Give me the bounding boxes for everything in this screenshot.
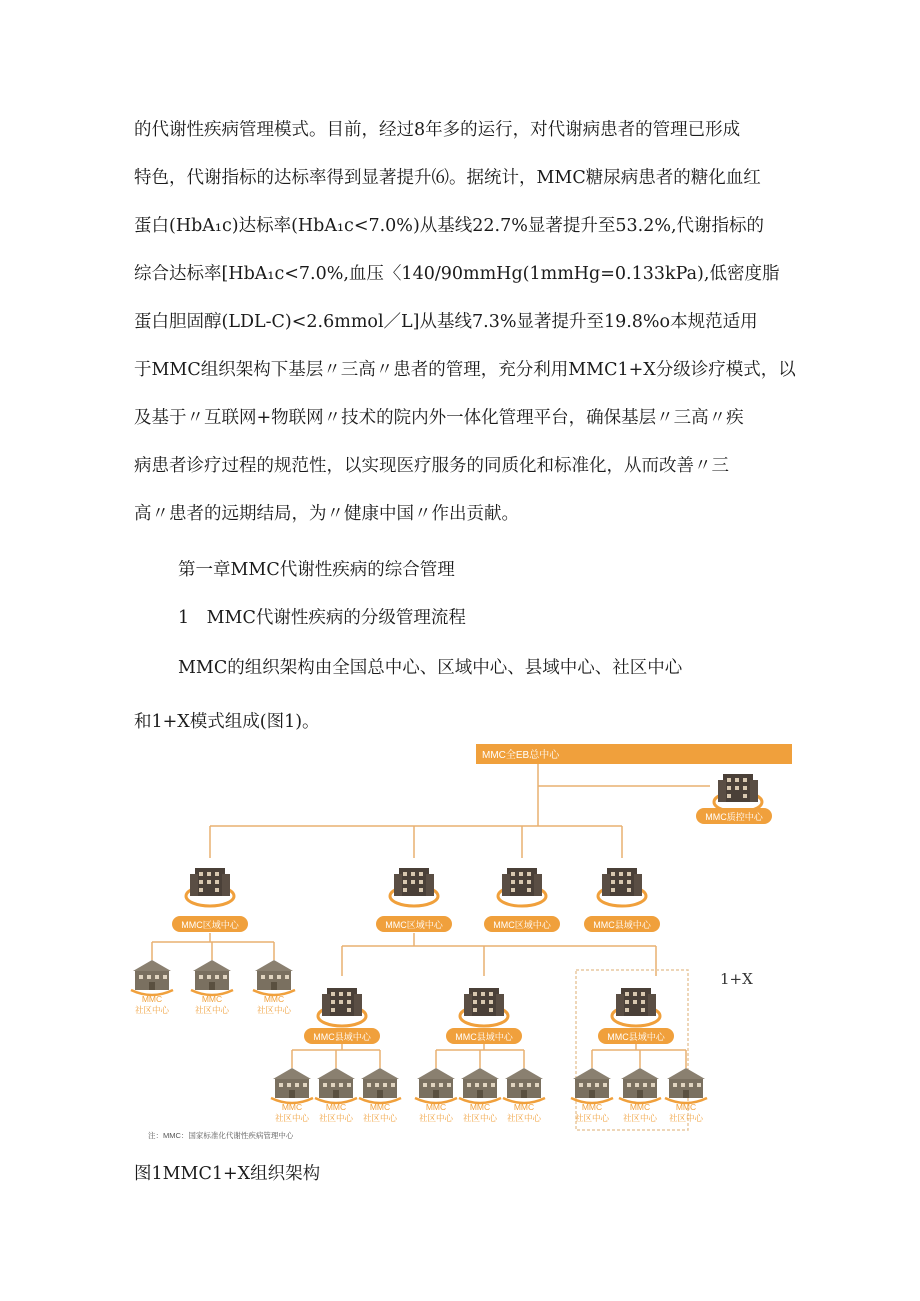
community-icon — [415, 1068, 457, 1103]
community-label: 社区中心 — [256, 1005, 292, 1015]
community-icon — [315, 1068, 357, 1103]
section-title: 1 MMC代谢性疾病的分级管理流程 — [178, 608, 466, 628]
mid-region-building-icon — [390, 868, 438, 906]
body-line: 综合达标率[HbA₁c<7.0%,血压〈140/90mmHg(1mmHg=0.133kPa),低密度脂 — [134, 264, 780, 284]
region3-label: MMC区域中心 — [493, 920, 551, 930]
community-icon — [131, 960, 173, 995]
community-label: MMC — [513, 1102, 535, 1112]
community-label: MMC — [581, 1102, 603, 1112]
top-center-label: MMC全EB总中心 — [482, 750, 560, 761]
intro-line-1: MMC的组织架构由全国总中心、区域中心、县域中心、社区中心 — [178, 658, 683, 678]
community-label: 社区中心 — [668, 1113, 704, 1123]
county-c-building-icon — [612, 988, 660, 1026]
county-c-label: MMC县域中心 — [607, 1032, 665, 1042]
county-top-label: MMC县域中心 — [593, 920, 651, 930]
community-label: 社区中心 — [194, 1005, 230, 1015]
community-label: MMC — [201, 994, 223, 1004]
community-label: MMC — [629, 1102, 651, 1112]
community-label: 社区中心 — [418, 1113, 454, 1123]
intro-line-2: 和1+X模式组成(图1)。 — [134, 712, 320, 732]
qc-building-icon — [714, 774, 762, 812]
body-line: 及基于〃互联网+物联网〃技术的院内外一体化管理平台，确保基层〃三高〃疾 — [134, 408, 744, 428]
county-b-label: MMC县域中心 — [455, 1032, 513, 1042]
body-line: 的代谢性疾病管理模式。目前，经过8年多的运行，对代谢病患者的管理已形成 — [134, 120, 741, 140]
community-label: 社区中心 — [134, 1005, 170, 1015]
qc-label: MMC质控中心 — [705, 812, 763, 822]
community-label: 社区中心 — [318, 1113, 354, 1123]
county-top-building-icon — [598, 868, 646, 906]
community-label: 社区中心 — [506, 1113, 542, 1123]
figure-caption: 图1MMC1+X组织架构 — [134, 1164, 321, 1184]
community-label: MMC — [469, 1102, 491, 1112]
community-label: 社区中心 — [362, 1113, 398, 1123]
body-paragraph — [134, 106, 794, 538]
community-label: MMC — [675, 1102, 697, 1112]
region3-building-icon — [498, 868, 546, 906]
community-icon — [191, 960, 233, 995]
diagram-note: 注：MMC：国家标准化代谢性疾病管理中心 — [148, 1131, 294, 1140]
community-label: MMC — [281, 1102, 303, 1112]
community-icon — [503, 1068, 545, 1103]
org-chart-diagram — [134, 738, 800, 1144]
community-icon — [571, 1068, 613, 1103]
community-label: MMC — [369, 1102, 391, 1112]
community-icon — [359, 1068, 401, 1103]
left-region-building-icon — [186, 868, 234, 906]
community-icon — [459, 1068, 501, 1103]
county-a-building-icon — [318, 988, 366, 1026]
left-region-label: MMC区域中心 — [181, 920, 239, 930]
community-icon — [253, 960, 295, 995]
onex-label: 1+X — [720, 970, 753, 988]
community-label: MMC — [263, 994, 285, 1004]
county-b-building-icon — [460, 988, 508, 1026]
community-icon — [619, 1068, 661, 1103]
community-icon — [271, 1068, 313, 1103]
community-label: MMC — [425, 1102, 447, 1112]
body-line: 高〃患者的远期结局，为〃健康中国〃作出贡献。 — [134, 504, 519, 524]
community-label: 社区中心 — [462, 1113, 498, 1123]
community-label: 社区中心 — [574, 1113, 610, 1123]
body-line: 病患者诊疗过程的规范性，以实现医疗服务的同质化和标准化，从而改善〃三 — [134, 456, 729, 476]
community-label: 社区中心 — [274, 1113, 310, 1123]
body-line: 蛋白(HbA₁c)达标率(HbA₁c<7.0%)从基线22.7%显著提升至53.2%,代谢指标的 — [134, 216, 765, 236]
community-label: MMC — [325, 1102, 347, 1112]
chapter-title: 第一章MMC代谢性疾病的综合管理 — [178, 560, 455, 580]
community-label: MMC — [141, 994, 163, 1004]
county-a-label: MMC县域中心 — [313, 1032, 371, 1042]
community-icon — [665, 1068, 707, 1103]
community-label: 社区中心 — [622, 1113, 658, 1123]
body-line: 于MMC组织架构下基层〃三高〃患者的管理，充分利用MMC1+X分级诊疗模式，以 — [134, 360, 796, 380]
body-line: 蛋白胆固醇(LDL-C)<2.6mmol／L]从基线7.3%显著提升至19.8%o本规范适用 — [134, 312, 758, 332]
mid-region-label: MMC区域中心 — [385, 920, 443, 930]
body-line: 特色，代谢指标的达标率得到显著提升⑹。据统计，MMC糖尿病患者的糖化血红 — [134, 168, 761, 188]
